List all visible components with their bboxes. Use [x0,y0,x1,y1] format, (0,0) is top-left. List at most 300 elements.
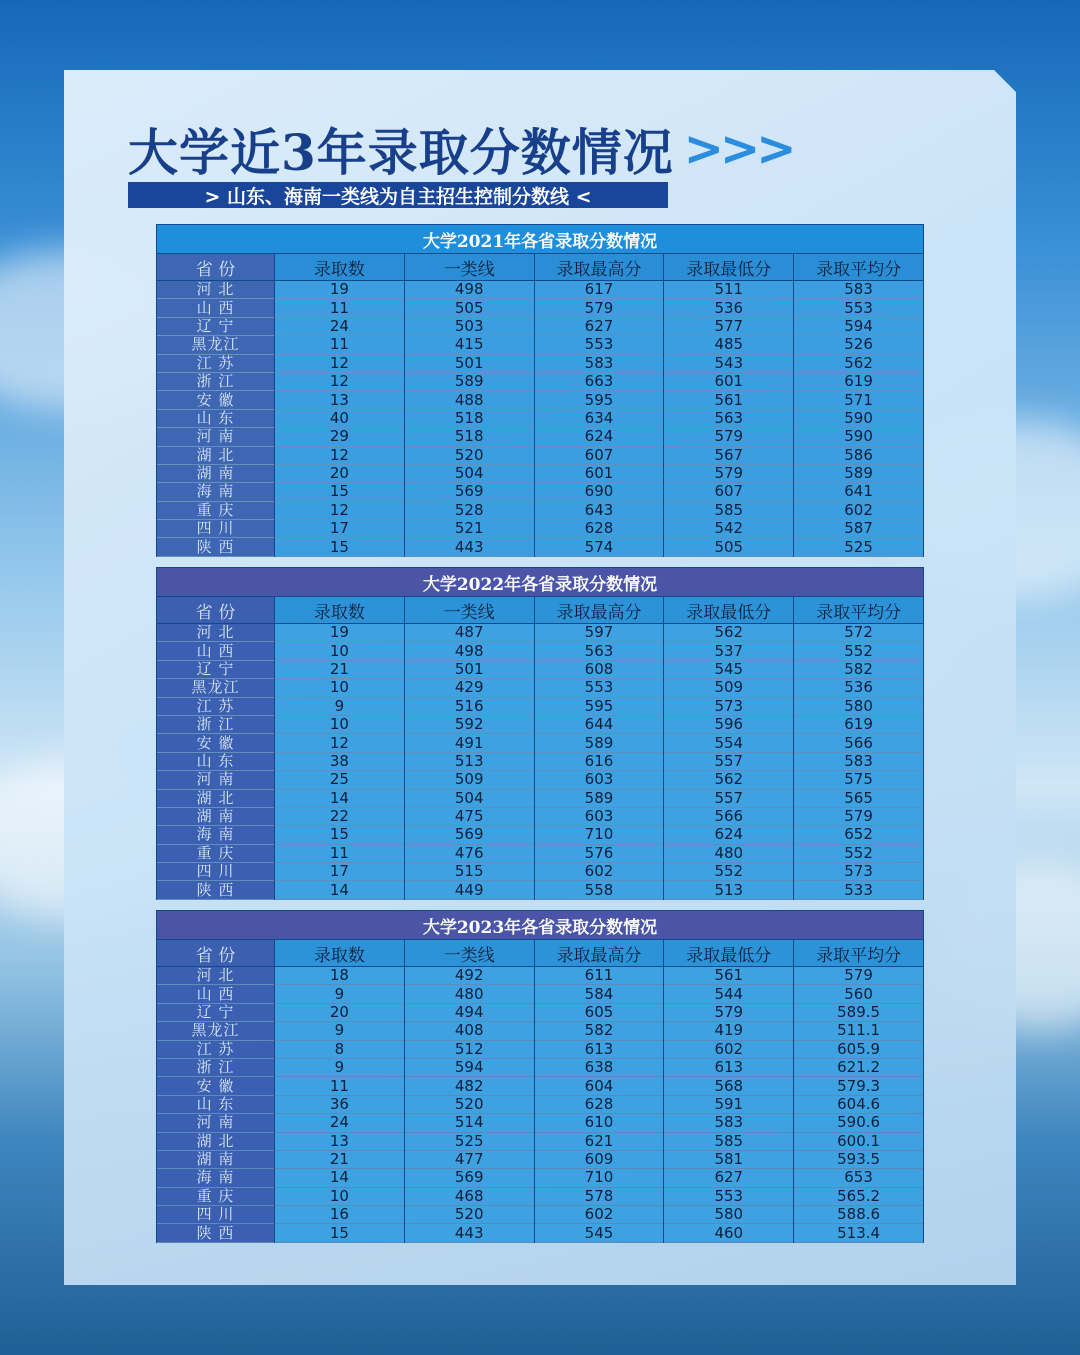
avg-score-cell: 594 [794,317,924,335]
count-cell: 9 [275,985,405,1003]
table-row [157,391,924,409]
province-cell: 湖 南 [157,807,275,825]
max-score-cell: 613 [534,1040,664,1058]
province-cell: 河 南 [157,428,275,446]
max-score-cell: 602 [534,1206,664,1224]
max-score-cell: 603 [534,771,664,789]
count-cell: 21 [275,1150,405,1168]
province-cell: 浙 江 [157,715,275,733]
table-row [157,464,924,482]
max-score-cell: 634 [534,409,664,427]
max-score-cell: 663 [534,372,664,390]
first-tier-line-cell: 492 [404,967,534,985]
max-score-cell: 628 [534,520,664,538]
count-cell: 29 [275,428,405,446]
avg-score-cell: 526 [794,336,924,354]
min-score-cell: 505 [664,538,794,556]
title-arrows-icon: >>> [683,121,793,177]
max-score-column-header: 录取最高分 [534,940,664,967]
avg-score-cell: 605.9 [794,1040,924,1058]
min-score-cell: 485 [664,336,794,354]
count-cell: 24 [275,317,405,335]
count-column-header: 录取数 [275,597,405,624]
score-table-2023 [156,910,924,1243]
count-cell: 14 [275,789,405,807]
table-title: 大学2023年各省录取分数情况 [157,911,924,940]
max-score-cell: 611 [534,967,664,985]
first-tier-line-cell: 513 [404,752,534,770]
avg-score-cell: 580 [794,697,924,715]
min-score-cell: 579 [664,1003,794,1021]
first-tier-line-cell: 491 [404,734,534,752]
avg-score-cell: 536 [794,679,924,697]
count-cell: 25 [275,771,405,789]
table-title: 大学2021年各省录取分数情况 [157,225,924,254]
first-tier-line-cell: 476 [404,844,534,862]
min-score-cell: 537 [664,642,794,660]
max-score-cell: 607 [534,446,664,464]
count-cell: 17 [275,863,405,881]
avg-score-cell: 583 [794,281,924,299]
first-tier-line-cell: 569 [404,826,534,844]
table-row [157,1169,924,1187]
count-cell: 10 [275,679,405,697]
first-tier-line-cell: 494 [404,1003,534,1021]
page-title: 大学近3年录取分数情况 [128,123,674,182]
max-score-cell: 583 [534,354,664,372]
avg-score-cell: 593.5 [794,1150,924,1168]
avg-score-cell: 562 [794,354,924,372]
province-cell: 浙 江 [157,1058,275,1076]
table-header-row [157,597,924,624]
max-score-cell: 595 [534,697,664,715]
first-tier-line-cell: 518 [404,409,534,427]
first-tier-line-cell: 515 [404,863,534,881]
avg-score-cell: 566 [794,734,924,752]
avg-score-cell: 525 [794,538,924,556]
first-tier-line-cell: 498 [404,642,534,660]
first-tier-line-column-header: 一类线 [404,597,534,624]
first-tier-line-cell: 501 [404,354,534,372]
first-tier-line-cell: 468 [404,1187,534,1205]
table-row [157,863,924,881]
table-row [157,281,924,299]
count-cell: 10 [275,1187,405,1205]
min-score-cell: 536 [664,299,794,317]
province-cell: 安 徽 [157,734,275,752]
province-cell: 湖 北 [157,789,275,807]
count-cell: 11 [275,336,405,354]
first-tier-line-cell: 514 [404,1114,534,1132]
first-tier-line-cell: 487 [404,624,534,642]
count-cell: 8 [275,1040,405,1058]
table-row [157,501,924,519]
avg-score-cell: 586 [794,446,924,464]
first-tier-line-column-header: 一类线 [404,940,534,967]
first-tier-line-cell: 525 [404,1132,534,1150]
province-cell: 重 庆 [157,1187,275,1205]
table-row [157,538,924,556]
first-tier-line-cell: 569 [404,1169,534,1187]
avg-score-cell: 641 [794,483,924,501]
first-tier-line-cell: 520 [404,1206,534,1224]
province-cell: 安 徽 [157,1077,275,1095]
province-cell: 山 东 [157,409,275,427]
count-cell: 17 [275,520,405,538]
max-score-cell: 574 [534,538,664,556]
max-score-cell: 597 [534,624,664,642]
first-tier-line-cell: 512 [404,1040,534,1058]
table-row [157,299,924,317]
table-row [157,446,924,464]
first-tier-line-cell: 449 [404,881,534,899]
first-tier-line-cell: 594 [404,1058,534,1076]
max-score-cell: 690 [534,483,664,501]
page-header [128,118,792,180]
table-row [157,752,924,770]
count-cell: 12 [275,446,405,464]
avg-score-cell: 587 [794,520,924,538]
table-row [157,336,924,354]
province-cell: 河 北 [157,967,275,985]
first-tier-line-cell: 415 [404,336,534,354]
province-cell: 四 川 [157,1206,275,1224]
province-cell: 湖 北 [157,446,275,464]
min-score-cell: 577 [664,317,794,335]
score-table-2022 [156,567,924,900]
count-cell: 21 [275,660,405,678]
first-tier-line-cell: 501 [404,660,534,678]
table-row [157,372,924,390]
min-score-cell: 460 [664,1224,794,1242]
min-score-cell: 581 [664,1150,794,1168]
province-cell: 陕 西 [157,881,275,899]
max-score-cell: 589 [534,734,664,752]
province-column-header: 省 份 [157,597,275,624]
avg-score-cell: 621.2 [794,1058,924,1076]
min-score-cell: 563 [664,409,794,427]
max-score-cell: 601 [534,464,664,482]
first-tier-line-column-header: 一类线 [404,254,534,281]
province-cell: 辽 宁 [157,1003,275,1021]
table-row [157,1132,924,1150]
province-column-header: 省 份 [157,940,275,967]
table-row [157,697,924,715]
first-tier-line-cell: 520 [404,446,534,464]
max-score-cell: 616 [534,752,664,770]
avg-score-cell: 553 [794,299,924,317]
avg-score-cell: 600.1 [794,1132,924,1150]
min-score-cell: 585 [664,501,794,519]
first-tier-line-cell: 516 [404,697,534,715]
province-cell: 海 南 [157,826,275,844]
avg-score-cell: 552 [794,642,924,660]
table-row [157,520,924,538]
avg-score-cell: 590 [794,409,924,427]
first-tier-line-cell: 498 [404,281,534,299]
province-cell: 江 苏 [157,697,275,715]
count-cell: 13 [275,391,405,409]
min-score-cell: 566 [664,807,794,825]
first-tier-line-cell: 503 [404,317,534,335]
avg-score-column-header: 录取平均分 [794,597,924,624]
min-score-cell: 419 [664,1022,794,1040]
avg-score-cell: 652 [794,826,924,844]
province-cell: 江 苏 [157,1040,275,1058]
avg-score-cell: 565 [794,789,924,807]
first-tier-line-cell: 429 [404,679,534,697]
count-cell: 22 [275,807,405,825]
first-tier-line-cell: 589 [404,372,534,390]
table-row [157,1150,924,1168]
count-cell: 9 [275,1022,405,1040]
count-cell: 13 [275,1132,405,1150]
first-tier-line-cell: 408 [404,1022,534,1040]
max-score-cell: 609 [534,1150,664,1168]
max-score-cell: 643 [534,501,664,519]
avg-score-cell: 619 [794,372,924,390]
first-tier-line-cell: 477 [404,1150,534,1168]
avg-score-cell: 582 [794,660,924,678]
avg-score-cell: 619 [794,715,924,733]
avg-score-cell: 589.5 [794,1003,924,1021]
count-cell: 20 [275,1003,405,1021]
table-row [157,624,924,642]
avg-score-cell: 583 [794,752,924,770]
min-score-cell: 613 [664,1058,794,1076]
min-score-cell: 513 [664,881,794,899]
table-row [157,715,924,733]
max-score-cell: 628 [534,1095,664,1113]
min-score-cell: 568 [664,1077,794,1095]
max-score-cell: 710 [534,1169,664,1187]
count-cell: 15 [275,826,405,844]
province-cell: 黑龙江 [157,1022,275,1040]
max-score-cell: 617 [534,281,664,299]
min-score-cell: 511 [664,281,794,299]
first-tier-line-cell: 504 [404,464,534,482]
table-row [157,967,924,985]
province-cell: 四 川 [157,520,275,538]
count-cell: 9 [275,1058,405,1076]
min-score-cell: 573 [664,697,794,715]
min-score-cell: 542 [664,520,794,538]
avg-score-cell: 588.6 [794,1206,924,1224]
max-score-cell: 553 [534,679,664,697]
table-row [157,317,924,335]
province-cell: 山 东 [157,1095,275,1113]
avg-score-cell: 513.4 [794,1224,924,1242]
first-tier-line-cell: 520 [404,1095,534,1113]
province-cell: 湖 北 [157,1132,275,1150]
score-table-2021 [156,224,924,557]
min-score-cell: 562 [664,771,794,789]
min-score-cell: 567 [664,446,794,464]
count-cell: 10 [275,642,405,660]
table-row [157,734,924,752]
province-cell: 辽 宁 [157,660,275,678]
count-cell: 12 [275,501,405,519]
table-row [157,660,924,678]
first-tier-line-cell: 443 [404,1224,534,1242]
first-tier-line-cell: 521 [404,520,534,538]
table-row [157,642,924,660]
min-score-cell: 607 [664,483,794,501]
count-cell: 15 [275,1224,405,1242]
count-cell: 19 [275,624,405,642]
max-score-cell: 595 [534,391,664,409]
min-score-cell: 591 [664,1095,794,1113]
count-column-header: 录取数 [275,254,405,281]
first-tier-line-cell: 504 [404,789,534,807]
count-cell: 11 [275,1077,405,1095]
table-body [157,281,924,557]
table-row [157,1187,924,1205]
table-row [157,789,924,807]
min-score-cell: 557 [664,752,794,770]
province-cell: 山 西 [157,299,275,317]
min-score-cell: 553 [664,1187,794,1205]
avg-score-cell: 602 [794,501,924,519]
count-cell: 36 [275,1095,405,1113]
avg-score-cell: 604.6 [794,1095,924,1113]
count-cell: 11 [275,299,405,317]
province-cell: 山 西 [157,642,275,660]
max-score-column-header: 录取最高分 [534,597,664,624]
max-score-cell: 578 [534,1187,664,1205]
province-cell: 江 苏 [157,354,275,372]
table-row [157,1077,924,1095]
avg-score-cell: 579.3 [794,1077,924,1095]
province-cell: 陕 西 [157,1224,275,1242]
max-score-cell: 584 [534,985,664,1003]
min-score-column-header: 录取最低分 [664,940,794,967]
count-cell: 24 [275,1114,405,1132]
min-score-cell: 480 [664,844,794,862]
count-cell: 12 [275,734,405,752]
table-header-row [157,254,924,281]
max-score-cell: 621 [534,1132,664,1150]
province-cell: 重 庆 [157,501,275,519]
province-cell: 河 北 [157,624,275,642]
avg-score-cell: 552 [794,844,924,862]
province-cell: 辽 宁 [157,317,275,335]
max-score-cell: 610 [534,1114,664,1132]
table-row [157,1114,924,1132]
table-body [157,624,924,900]
min-score-cell: 585 [664,1132,794,1150]
max-score-cell: 604 [534,1077,664,1095]
min-score-column-header: 录取最低分 [664,254,794,281]
count-cell: 15 [275,538,405,556]
count-cell: 40 [275,409,405,427]
table-body [157,967,924,1243]
min-score-cell: 596 [664,715,794,733]
province-cell: 河 南 [157,771,275,789]
table-row [157,1003,924,1021]
count-cell: 12 [275,372,405,390]
min-score-cell: 509 [664,679,794,697]
table-row [157,1058,924,1076]
min-score-cell: 557 [664,789,794,807]
table-row [157,985,924,1003]
count-cell: 10 [275,715,405,733]
avg-score-cell: 533 [794,881,924,899]
first-tier-line-cell: 482 [404,1077,534,1095]
min-score-cell: 562 [664,624,794,642]
max-score-cell: 608 [534,660,664,678]
first-tier-line-cell: 505 [404,299,534,317]
min-score-column-header: 录取最低分 [664,597,794,624]
avg-score-column-header: 录取平均分 [794,940,924,967]
province-cell: 黑龙江 [157,336,275,354]
table-row [157,409,924,427]
avg-score-cell: 579 [794,807,924,825]
province-cell: 湖 南 [157,464,275,482]
avg-score-cell: 575 [794,771,924,789]
province-cell: 海 南 [157,483,275,501]
first-tier-line-cell: 475 [404,807,534,825]
max-score-cell: 589 [534,789,664,807]
max-score-cell: 553 [534,336,664,354]
avg-score-cell: 653 [794,1169,924,1187]
table-row [157,1206,924,1224]
count-cell: 14 [275,1169,405,1187]
avg-score-column-header: 录取平均分 [794,254,924,281]
table-row [157,483,924,501]
avg-score-cell: 573 [794,863,924,881]
min-score-cell: 627 [664,1169,794,1187]
province-cell: 黑龙江 [157,679,275,697]
province-cell: 浙 江 [157,372,275,390]
max-score-cell: 710 [534,826,664,844]
avg-score-cell: 590 [794,428,924,446]
max-score-cell: 638 [534,1058,664,1076]
province-cell: 重 庆 [157,844,275,862]
min-score-cell: 561 [664,967,794,985]
province-cell: 山 西 [157,985,275,1003]
count-cell: 18 [275,967,405,985]
province-cell: 海 南 [157,1169,275,1187]
count-cell: 16 [275,1206,405,1224]
min-score-cell: 583 [664,1114,794,1132]
table-row [157,428,924,446]
table-row [157,807,924,825]
table-row [157,844,924,862]
count-cell: 12 [275,354,405,372]
avg-score-cell: 565.2 [794,1187,924,1205]
table-row [157,679,924,697]
table-header-row [157,940,924,967]
table-row [157,881,924,899]
min-score-cell: 554 [664,734,794,752]
province-cell: 山 东 [157,752,275,770]
avg-score-cell: 589 [794,464,924,482]
avg-score-cell: 511.1 [794,1022,924,1040]
max-score-cell: 579 [534,299,664,317]
max-score-cell: 576 [534,844,664,862]
first-tier-line-cell: 569 [404,483,534,501]
table-title: 大学2022年各省录取分数情况 [157,568,924,597]
min-score-cell: 601 [664,372,794,390]
min-score-cell: 602 [664,1040,794,1058]
first-tier-line-cell: 518 [404,428,534,446]
table-row [157,1224,924,1242]
avg-score-cell: 590.6 [794,1114,924,1132]
province-column-header: 省 份 [157,254,275,281]
count-cell: 14 [275,881,405,899]
table-row [157,1040,924,1058]
